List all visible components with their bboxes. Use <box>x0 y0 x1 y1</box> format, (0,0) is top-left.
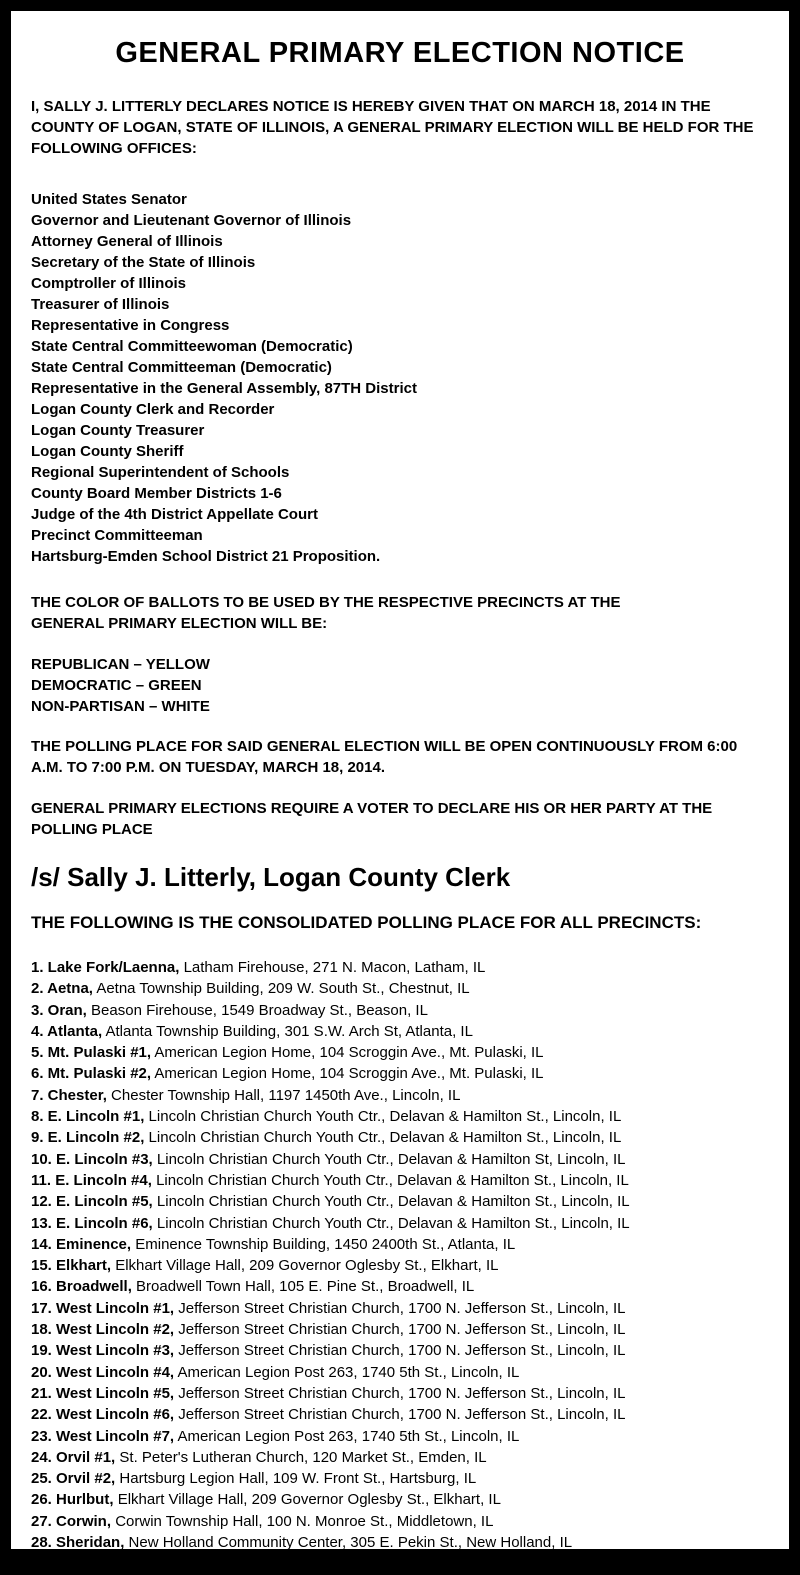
precinct-location: Eminence Township Building, 1450 2400th St., Atlanta, IL <box>135 1235 516 1253</box>
precinct-item <box>31 1276 769 1297</box>
precinct-item <box>31 1340 769 1361</box>
precinct-item <box>31 1553 769 1574</box>
office-item: Precinct Committeeman <box>31 527 203 544</box>
ballot-color-item: DEMOCRATIC – GREEN <box>31 677 202 694</box>
precinct-location: Jefferson Street Christian Church, 1700 N. Jefferson St., Lincoln, IL <box>178 1384 626 1402</box>
precinct-item <box>31 1063 769 1084</box>
precinct-item <box>31 1511 769 1532</box>
office-item: Judge of the 4th District Appellate Court <box>31 506 318 523</box>
precinct-name: 24. Orvil #1, <box>31 1448 116 1466</box>
precinct-item <box>31 1106 769 1127</box>
office-item: Attorney General of Illinois <box>31 233 223 250</box>
precinct-location: Lincoln Christian Church Youth Ctr., Delavan & Hamilton St., Lincoln, IL <box>148 1129 622 1147</box>
precinct-location: New Holland Community Center, 305 E. Pekin St., New Holland, IL <box>128 1534 573 1552</box>
precinct-name: 1. Lake Fork/Laenna, <box>31 959 180 976</box>
precinct-item <box>31 1298 769 1319</box>
precinct-item <box>31 1000 769 1021</box>
office-item: State Central Committeeman (Democratic) <box>31 359 332 376</box>
precinct-item <box>31 1255 769 1276</box>
office-item: Logan County Sheriff <box>31 443 184 460</box>
precinct-item <box>31 1532 769 1553</box>
office-item: Secretary of the State of Illinois <box>31 254 256 271</box>
precinct-name: 27. Corwin, <box>31 1512 112 1530</box>
precinct-item <box>31 1042 769 1063</box>
precinct-name: 4. Atlanta, <box>31 1022 103 1040</box>
office-item: Governor and Lieutenant Governor of Illinois <box>31 212 352 229</box>
precinct-location: Latham Firehouse, 271 N. Macon, Latham, IL <box>183 959 486 976</box>
precinct-name: 15. Elkhart, <box>31 1257 112 1275</box>
precinct-item <box>31 1362 769 1383</box>
precinct-item <box>31 1170 769 1191</box>
precinct-item <box>31 1213 769 1234</box>
precinct-name: 5. Mt. Pulaski #1, <box>31 1044 152 1062</box>
precinct-item <box>31 1383 769 1404</box>
page-title: GENERAL PRIMARY ELECTION NOTICE <box>115 37 685 69</box>
precinct-name: 16. Broadwell, <box>31 1278 132 1296</box>
polling-hours-paragraph: THE POLLING PLACE FOR SAID GENERAL ELECTION WILL BE OPEN CONTINUOUSLY FROM 6:00 A.M. TO 7:00 P.M. ON TUESDAY, MARCH 18, 2014. <box>31 738 738 776</box>
precinct-item <box>31 1191 769 1212</box>
party-declaration-paragraph: GENERAL PRIMARY ELECTIONS REQUIRE A VOTER TO DECLARE HIS OR HER PARTY AT THE POLLING PLACE <box>31 800 713 838</box>
precinct-name: 19. West Lincoln #3, <box>31 1342 175 1360</box>
precinct-location: Blair Hoerbert's Garage, 2506 100th Ave., San Jose IL <box>156 1555 519 1573</box>
precinct-location: Lincoln Christian Church Youth Ctr., Delavan & Hamilton St, Lincoln, IL <box>156 1150 626 1168</box>
office-list <box>31 189 769 567</box>
precinct-location: Jefferson Street Christian Church, 1700 N. Jefferson St., Lincoln, IL <box>178 1342 626 1360</box>
precinct-name: 22. West Lincoln #6, <box>31 1406 175 1424</box>
ballot-color-list <box>31 654 769 717</box>
precinct-location: American Legion Post 263, 1740 5th St., Lincoln, IL <box>177 1427 520 1445</box>
precinct-location: Lincoln Christian Church Youth Ctr., Delavan & Hamilton St., Lincoln, IL <box>156 1193 630 1211</box>
office-item: Hartsburg-Emden School District 21 Proposition. <box>31 548 381 565</box>
precinct-location: St. Peter's Lutheran Church, 120 Market St., Emden, IL <box>119 1448 487 1466</box>
office-item: County Board Member Districts 1-6 <box>31 485 282 502</box>
precinct-name: 12. E. Lincoln #5, <box>31 1193 153 1211</box>
precinct-location: Elkhart Village Hall, 209 Governor Oglesby St., Elkhart, IL <box>115 1257 499 1275</box>
precinct-item <box>31 1426 769 1447</box>
precinct-location: American Legion Home, 104 Scroggin Ave., Mt. Pulaski, IL <box>154 1065 544 1083</box>
precinct-item <box>31 1127 769 1148</box>
precinct-name: 6. Mt. Pulaski #2, <box>31 1065 152 1083</box>
precinct-item <box>31 1319 769 1340</box>
precinct-item <box>31 1404 769 1425</box>
office-item: Representative in the General Assembly, 87TH District <box>31 380 417 397</box>
precinct-item <box>31 1149 769 1170</box>
precinct-name: 21. West Lincoln #5, <box>31 1384 175 1402</box>
precincts-heading: THE FOLLOWING IS THE CONSOLIDATED POLLING PLACE FOR ALL PRECINCTS: <box>31 913 702 932</box>
precinct-location: Hartsburg Legion Hall, 109 W. Front St., Hartsburg, IL <box>119 1470 477 1488</box>
precinct-location: Lincoln Christian Church Youth Ctr., Delavan & Hamilton St., Lincoln, IL <box>156 1214 630 1232</box>
precinct-name: 18. West Lincoln #2, <box>31 1321 175 1339</box>
office-item: Regional Superintendent of Schools <box>31 464 290 481</box>
precinct-name: 9. E. Lincoln #2, <box>31 1129 145 1147</box>
ballot-colors-heading: THE COLOR OF BALLOTS TO BE USED BY THE RESPECTIVE PRECINCTS AT THE GENERAL PRIMARY ELECTION WILL BE: <box>31 594 621 632</box>
precinct-location: American Legion Post 263, 1740 5th St., Lincoln, IL <box>177 1363 520 1381</box>
precinct-name: 3. Oran, <box>31 1001 87 1019</box>
precinct-name: 13. E. Lincoln #6, <box>31 1214 153 1232</box>
precinct-item <box>31 1085 769 1106</box>
precinct-name: 25. Orvil #2, <box>31 1470 116 1488</box>
precinct-location: Broadwell Town Hall, 105 E. Pine St., Broadwell, IL <box>136 1278 475 1296</box>
office-item: Comptroller of Illinois <box>31 275 187 292</box>
precinct-name: 11. E. Lincoln #4, <box>31 1171 152 1189</box>
precinct-location: Lincoln Christian Church Youth Ctr., Delavan & Hamilton St., Lincoln, IL <box>148 1108 622 1126</box>
intro-paragraph: I, SALLY J. LITTERLY DECLARES NOTICE IS HEREBY GIVEN THAT ON MARCH 18, 2014 IN THE COUNTY OF LOGAN, STATE OF ILLINOIS, A GENERAL PRIMARY ELECTION WILL BE HELD FOR THE FOLLOWING OFFICES: <box>31 98 754 157</box>
precinct-name: 2. Aetna, <box>31 980 93 998</box>
precinct-item <box>31 1468 769 1489</box>
ballot-color-item: NON-PARTISAN – WHITE <box>31 698 210 715</box>
precinct-name: 28. Sheridan, <box>31 1534 125 1552</box>
precinct-location: Jefferson Street Christian Church, 1700 N. Jefferson St., Lincoln, IL <box>178 1406 626 1424</box>
ballot-color-item: REPUBLICAN – YELLOW <box>31 656 210 673</box>
office-item: Representative in Congress <box>31 317 230 334</box>
office-item: Treasurer of Illinois <box>31 296 170 313</box>
office-item: State Central Committeewoman (Democratic) <box>31 338 353 355</box>
precinct-list <box>31 957 769 1575</box>
precinct-location: Corwin Township Hall, 100 N. Monroe St., Middletown, IL <box>115 1512 494 1530</box>
precinct-location: American Legion Home, 104 Scroggin Ave., Mt. Pulaski, IL <box>154 1044 544 1062</box>
precinct-item <box>31 1489 769 1510</box>
precinct-name: 14. Eminence, <box>31 1235 132 1253</box>
precinct-item <box>31 978 769 999</box>
precinct-name: 23. West Lincoln #7, <box>31 1427 175 1445</box>
signature-line: /s/ Sally J. Litterly, Logan County Clerk <box>31 862 511 892</box>
precinct-item <box>31 957 769 978</box>
precinct-name: 7. Chester, <box>31 1086 107 1104</box>
precinct-location: Chester Township Hall, 1197 1450th Ave., Lincoln, IL <box>111 1086 461 1104</box>
precinct-location: Beason Firehouse, 1549 Broadway St., Beason, IL <box>91 1001 428 1019</box>
precinct-item <box>31 1021 769 1042</box>
notice-page <box>11 11 789 1573</box>
precinct-name: 8. E. Lincoln #1, <box>31 1108 145 1126</box>
precinct-location: Aetna Township Building, 209 W. South St., Chestnut, IL <box>96 980 470 998</box>
precinct-location: Jefferson Street Christian Church, 1700 N. Jefferson St., Lincoln, IL <box>178 1299 626 1317</box>
precinct-name: 17. West Lincoln #1, <box>31 1299 175 1317</box>
precinct-location: Elkhart Village Hall, 209 Governor Oglesby St., Elkhart, IL <box>117 1491 501 1509</box>
precinct-location: Lincoln Christian Church Youth Ctr., Delavan & Hamilton St., Lincoln, IL <box>156 1171 629 1189</box>
precinct-name: 29. Prairie Creek, <box>31 1555 153 1573</box>
precinct-name: 10. E. Lincoln #3, <box>31 1150 153 1168</box>
office-item: Logan County Clerk and Recorder <box>31 401 275 418</box>
precinct-item <box>31 1234 769 1255</box>
precinct-location: Atlanta Township Building, 301 S.W. Arch St, Atlanta, IL <box>105 1022 473 1040</box>
precinct-item <box>31 1447 769 1468</box>
office-item: Logan County Treasurer <box>31 422 205 439</box>
precinct-name: 20. West Lincoln #4, <box>31 1363 175 1381</box>
precinct-name: 26. Hurlbut, <box>31 1491 114 1509</box>
precinct-location: Jefferson Street Christian Church, 1700 N. Jefferson St., Lincoln, IL <box>178 1321 626 1339</box>
office-item: United States Senator <box>31 191 187 208</box>
